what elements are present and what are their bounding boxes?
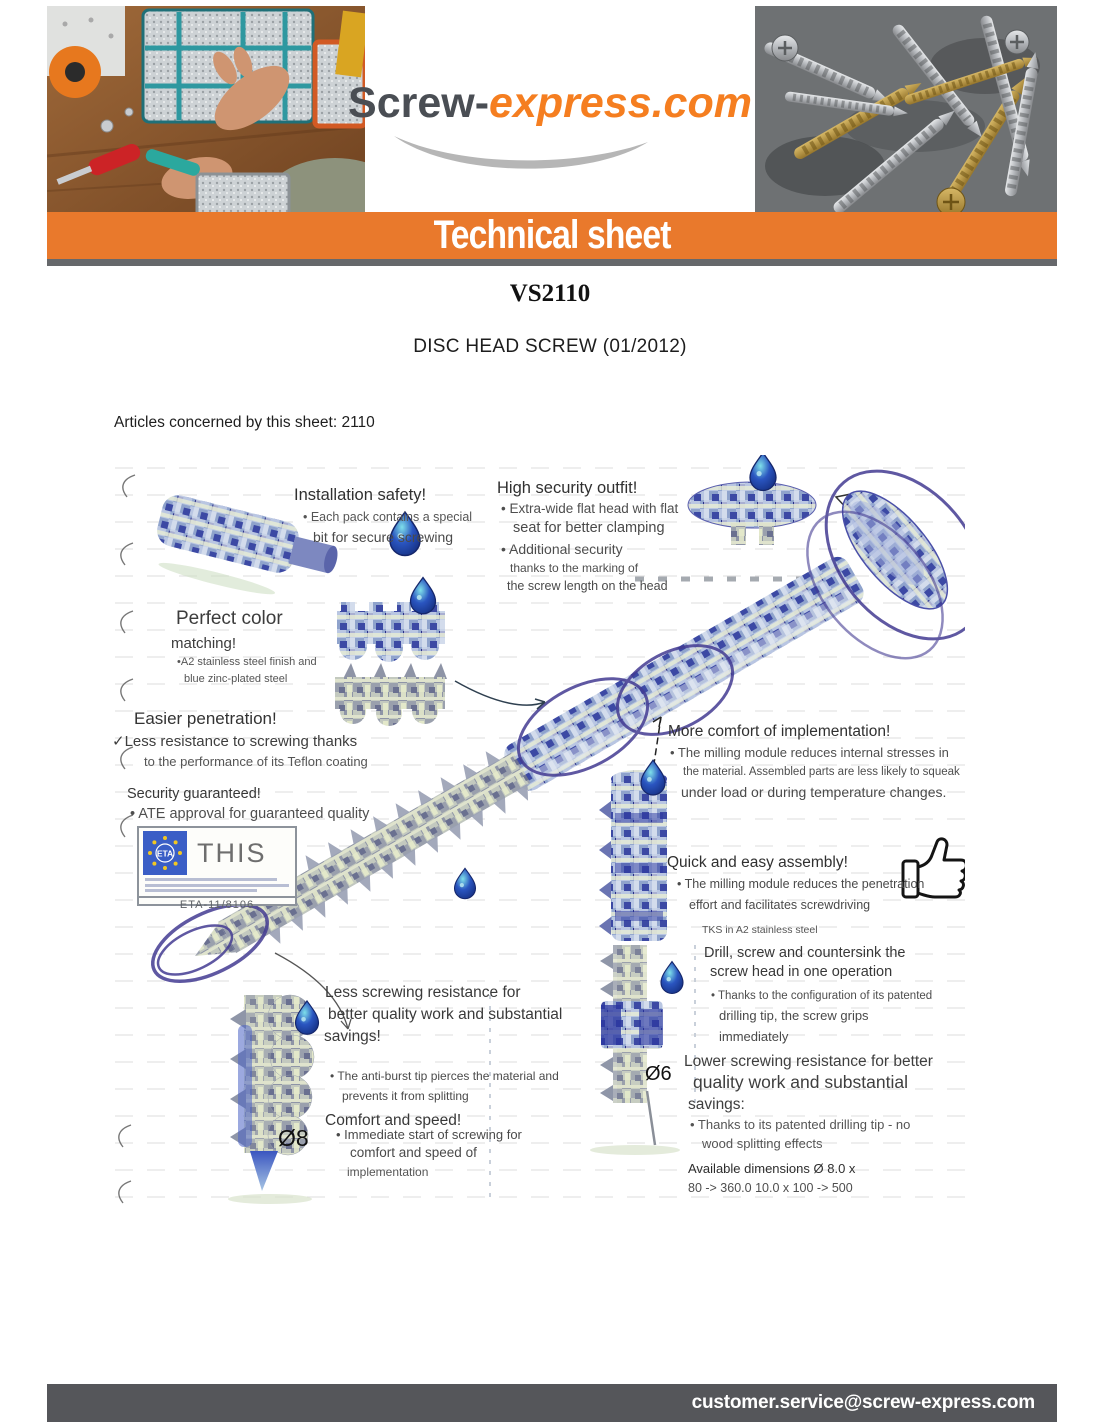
quick-assembly-heading: Quick and easy assembly!	[667, 854, 848, 871]
high-security-line: the screw length on the head	[507, 579, 668, 593]
dimensions-line: 80 -> 360.0 10.0 x 100 -> 500	[688, 1181, 853, 1195]
perfect-color-heading2: matching!	[171, 635, 237, 652]
security-guaranteed-line: • ATE approval for guaranteed quality	[130, 806, 370, 822]
logo-text-gray: Screw-	[348, 79, 490, 127]
less-resistance-heading3: savings!	[324, 1028, 381, 1045]
comfort-speed-line: comfort and speed of	[350, 1145, 477, 1160]
drill-countersink-line: drilling tip, the screw grips	[719, 1008, 869, 1023]
high-security-heading: High security outfit!	[497, 479, 638, 497]
easier-penetration-line: to the performance of its Teflon coating	[144, 754, 368, 769]
contact-email: customer.service@screw-express.com	[691, 1392, 1035, 1413]
footer-bar	[47, 1384, 1057, 1422]
comfort-speed-heading: Comfort and speed!	[325, 1112, 462, 1129]
lower-resistance-heading: Lower screwing resistance for better	[684, 1053, 933, 1070]
more-comfort-line: the material. Assembled parts are less likely to squeak	[683, 766, 960, 778]
svg-text:ETA: ETA	[156, 848, 174, 859]
diameter-6-label: Ø6	[645, 1063, 672, 1085]
product-code: VS2110	[509, 280, 591, 307]
installation-safety-line: • Each pack contains a special	[303, 510, 473, 524]
badge-this-text: THIS	[197, 837, 267, 868]
lower-resistance-line: • Thanks to its patented drilling tip - no	[690, 1117, 911, 1132]
drill-countersink-heading2: screw head in one operation	[710, 964, 893, 980]
banner-title: Technical sheet	[433, 213, 671, 257]
high-security-line: • Extra-wide flat head with flat	[501, 501, 679, 516]
lower-resistance-heading2: quality work and substantial	[693, 1072, 908, 1092]
high-security-line: thanks to the marking of	[510, 561, 639, 575]
lower-resistance-line: wood splitting effects	[702, 1136, 823, 1151]
easier-penetration-line: ✓Less resistance to screwing thanks	[112, 733, 358, 750]
tks-note: TKS in A2 stainless steel	[702, 924, 818, 936]
easier-penetration-heading: Easier penetration!	[134, 709, 277, 728]
dimensions-line: Available dimensions Ø 8.0 x	[688, 1161, 856, 1176]
installation-safety-line: bit for secure screwing	[313, 529, 454, 545]
drill-countersink-heading: Drill, screw and countersink the	[704, 945, 906, 961]
technical-sheet-banner	[47, 212, 1057, 259]
more-comfort-line: under load or during temperature changes.	[681, 784, 947, 800]
perfect-color-line: •A2 stainless steel finish and	[177, 656, 317, 668]
less-resistance-line: • The anti-burst tip pierces the material and	[330, 1069, 559, 1083]
page-title: DISC HEAD SCREW (01/2012)	[413, 336, 687, 357]
more-comfort-heading: More comfort of implementation!	[668, 723, 891, 740]
less-resistance-line: prevents it from splitting	[342, 1089, 469, 1103]
lower-resistance-heading3: savings:	[688, 1096, 745, 1113]
security-guaranteed-heading: Security guaranteed!	[127, 786, 261, 802]
eta-stars-logo	[143, 831, 187, 875]
eta-certification-badge	[137, 826, 297, 911]
header-right-photo	[755, 6, 1057, 216]
installation-safety-heading: Installation safety!	[294, 486, 427, 504]
high-security-line: seat for better clamping	[513, 520, 665, 536]
less-resistance-heading2: better quality work and substantial	[328, 1006, 563, 1023]
badge-cert-number: ETA-11/8106	[139, 896, 295, 913]
badge-fine-print	[139, 875, 295, 896]
divider-rule	[47, 259, 1057, 266]
diameter-8-label: Ø8	[278, 1125, 309, 1151]
comfort-speed-line: implementation	[347, 1165, 429, 1179]
perfect-color-heading: Perfect color	[176, 608, 283, 629]
comfort-speed-line: • Immediate start of screwing for	[336, 1127, 522, 1142]
less-resistance-heading: Less screwing resistance for	[325, 984, 521, 1001]
high-security-line: • Additional security	[501, 541, 623, 557]
more-comfort-line: • The milling module reduces internal stresses in	[670, 745, 949, 760]
logo-swoosh	[390, 134, 655, 180]
drill-countersink-line: • Thanks to the configuration of its patented	[711, 990, 933, 1002]
quick-assembly-line: • The milling module reduces the penetration	[677, 877, 925, 891]
quick-assembly-line: effort and facilitates screwdriving	[689, 898, 871, 912]
articles-note: Articles concerned by this sheet: 2110	[114, 414, 375, 431]
drill-countersink-line: immediately	[719, 1029, 789, 1044]
logo-text-orange: express.com	[489, 79, 752, 127]
perfect-color-line: blue zinc-plated steel	[184, 673, 288, 685]
